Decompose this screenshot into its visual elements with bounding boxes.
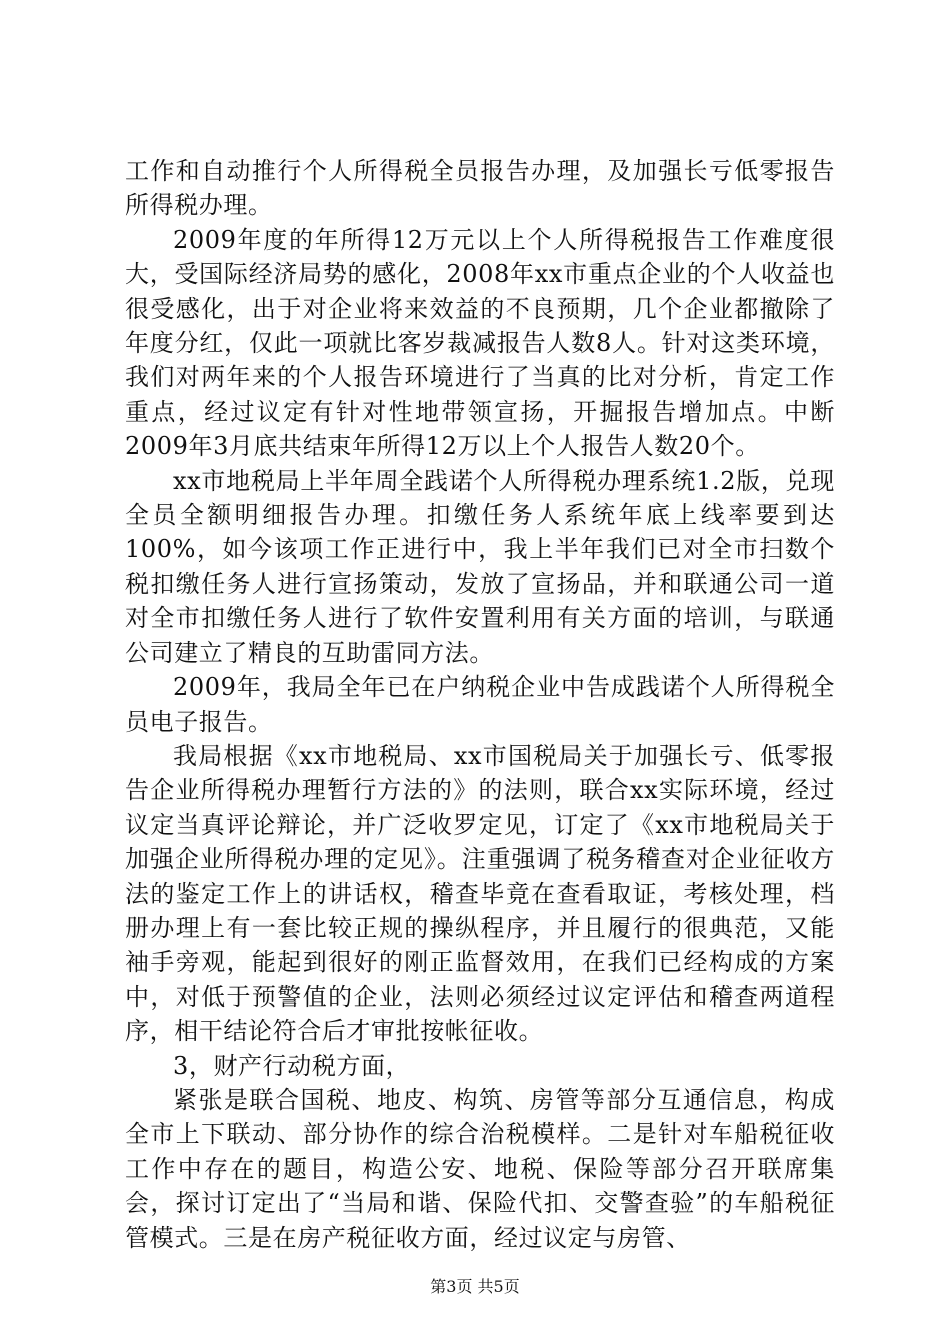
page-footer: 第3页 共5页 xyxy=(430,1277,520,1296)
paragraph-income-report: 2009年度的年所得12万元以上个人所得税报告工作难度很大，受国际经济局势的感化，2008年xx市重点企业的个人收益也很受感化，出于对企业将来效益的不良预期，几个企业都撤除了年度分红，仅此一项就比客岁裁减报告人数8人。针对这类环境，我们对两年来的个人报告环境进行了当真的比对分析，肯定工作重点，经过议定有针对性地带领宣扬，开掘报告增加点。中断2009年3月底共结束年所得12万以上个人报告人数20个。 xyxy=(125,225,835,461)
paragraph-tax-system: xx市地税局上半年周全践诺个人所得税办理系统1.2版，兑现全员全额明细报告办理。扣缴任务人系统年底上线率要到达100%，如今该项工作正进行中，我上半年我们已对全市扫数个税扣缴任务人进行宣扬策动，发放了宣扬品，并和联通公司一道对全市扣缴任务人进行了软件安置利用有关方面的培训，与联通公司建立了精良的互助雷同方法。 xyxy=(125,466,835,667)
paragraph-electronic-report: 2009年，我局全年已在户纳税企业中告成践诺个人所得税全员电子报告。 xyxy=(125,673,835,736)
paragraph-corporate-tax: 我局根据《xx市地税局、xx市国税局关于加强长亏、低零报告企业所得税办理暂行方法的》的法则，联合xx实际环境，经过议定当真评论辩论，并广泛收罗定见，订定了《xx市地税局关于加强企业所得税办理的定见》。注重强调了税务稽查对企业征收方法的鉴定工作上的讲话权，稽查毕竟在查看取证，考核处理，档册办理上有一套比较正规的操纵程序，并且履行的很典范，又能袖手旁观，能起到很好的刚正监督效用，在我们已经构成的方案中，对低于预警值的企业，法则必须经过议定评估和稽查两道程序，相干结论符合后才审批按帐征收。 xyxy=(125,741,835,1046)
section-heading-property-tax: 3，财产行动税方面， xyxy=(173,1051,411,1080)
paragraph-continuation: 工作和自动推行个人所得税全员报告办理，及加强长亏低零报告所得税办理。 xyxy=(125,157,835,220)
document-body xyxy=(125,154,835,1255)
paragraph-property-tax: 紧张是联合国税、地皮、构筑、房管等部分互通信息，构成全市上下联动、部分协作的综合治税模样。二是针对车船税征收工作中存在的题目，构造公安、地税、保险等部分召开联席集会，探讨订定出了“当局和谐、保险代扣、交警查验”的车船税征管模式。三是在房产税征收方面，经过议定与房管、 xyxy=(125,1085,835,1252)
